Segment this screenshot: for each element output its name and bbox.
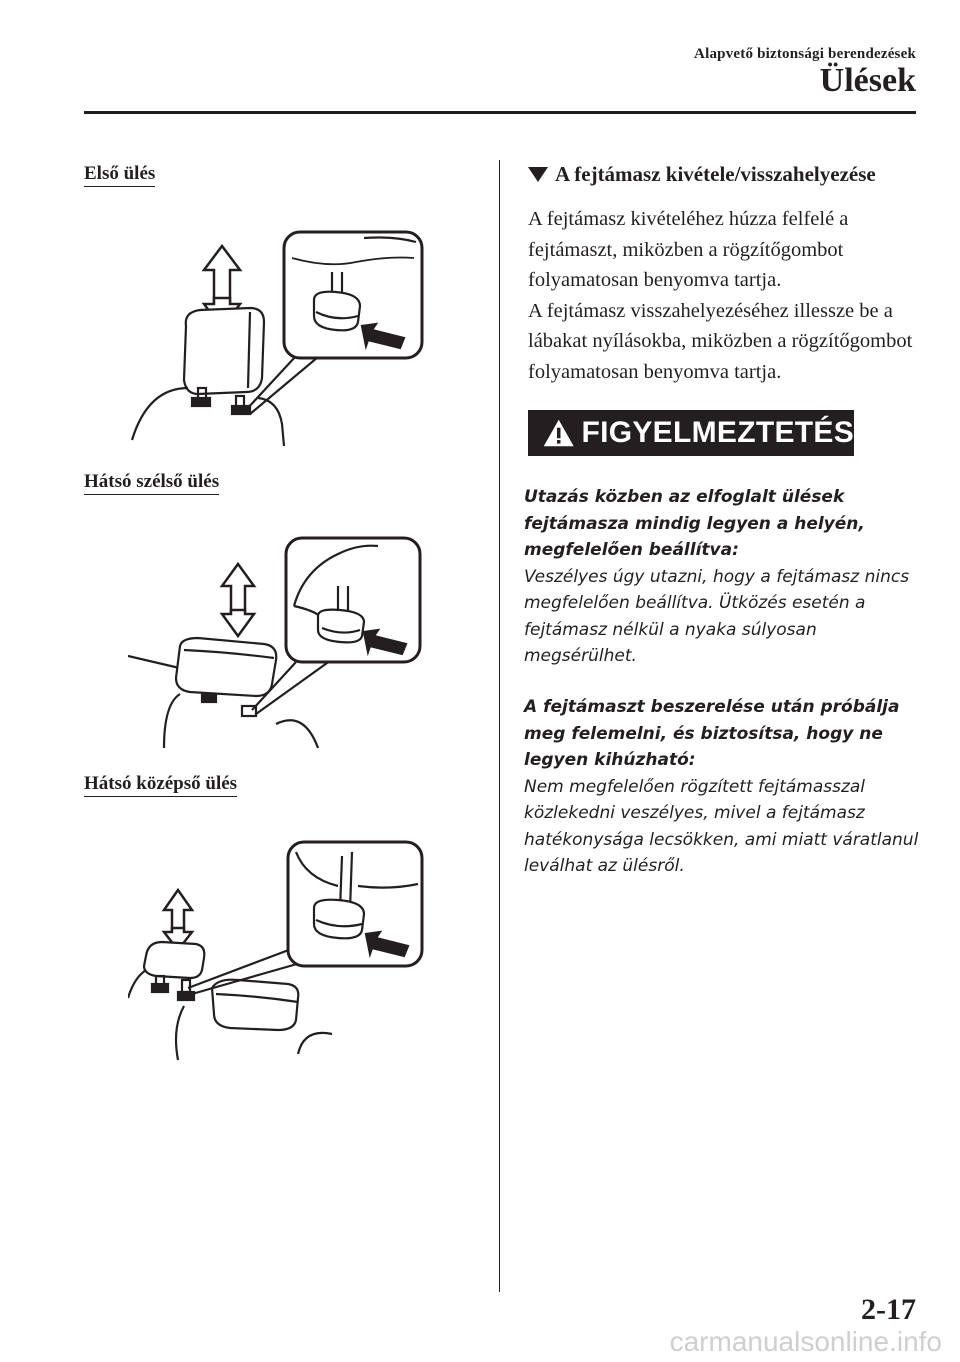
- rear-side-seat-illustration: [128, 534, 428, 752]
- warning-block-2: [524, 694, 924, 880]
- rear-center-seat-label: Hátsó középső ülés: [84, 773, 237, 797]
- section-heading: [528, 162, 876, 187]
- rear-center-seat-illustration: [128, 838, 428, 1062]
- instruction-paragraph-2: A fejtámasz visszahelyezéséhez illessze be a lábakat nyílásokba, miközben a rögzítőgombot folyamatosan benyomva tartja.: [528, 299, 913, 383]
- section-heading-text: A fejtámasz kivétele/visszahelyezése: [555, 162, 876, 186]
- header-rule: [84, 111, 916, 114]
- warning-label: FIGYELMEZTETÉS: [581, 416, 854, 449]
- warning-triangle-icon: [542, 416, 575, 450]
- warning-block-1: [524, 484, 924, 670]
- front-seat-label: Első ülés: [84, 163, 155, 187]
- page-number: 2-17: [861, 1293, 916, 1326]
- watermark: carmanualsonline.info: [669, 1326, 942, 1357]
- instruction-paragraph-1: A fejtámasz kivételéhez húzza felfelé a fejtámaszt, miközben a rögzítőgombot folyamatosan benyomva tartja.: [528, 208, 849, 291]
- page-title: Ülések: [819, 62, 916, 99]
- warning-banner: [528, 410, 854, 456]
- warning-1-heading: Utazás közben az elfoglalt ülések fejtámasza mindig legyen a helyén, megfelelően beállítva:: [524, 487, 865, 560]
- rear-side-seat-label: Hátsó szélső ülés: [84, 471, 219, 495]
- up-down-arrow-icon: [164, 890, 192, 950]
- up-down-arrow-icon: [222, 564, 254, 636]
- instructions: [528, 204, 918, 387]
- warning-1-text: Veszélyes úgy utazni, hogy a fejtámasz nincs megfelelően beállítva. Ütközés esetén a fejtámasz nélkül a nyaka súlyosan megsérülhet.: [524, 566, 910, 666]
- column-divider: [499, 160, 500, 1292]
- chapter-title: Alapvető biztonsági berendezések: [694, 46, 916, 62]
- front-seat-illustration: [128, 228, 428, 450]
- warning-2-heading: A fejtámaszt beszerelése után próbálja meg felemelni, és biztosítsa, hogy ne legyen kihúzható:: [524, 697, 900, 770]
- warning-2-text: Nem megfelelően rögzített fejtámasszal közlekedni veszélyes, mivel a fejtámasz hatékonysága lecsökken, ami miatt váratlanul leválhat az ülésről.: [524, 776, 919, 876]
- triangle-bullet-icon: [528, 167, 548, 182]
